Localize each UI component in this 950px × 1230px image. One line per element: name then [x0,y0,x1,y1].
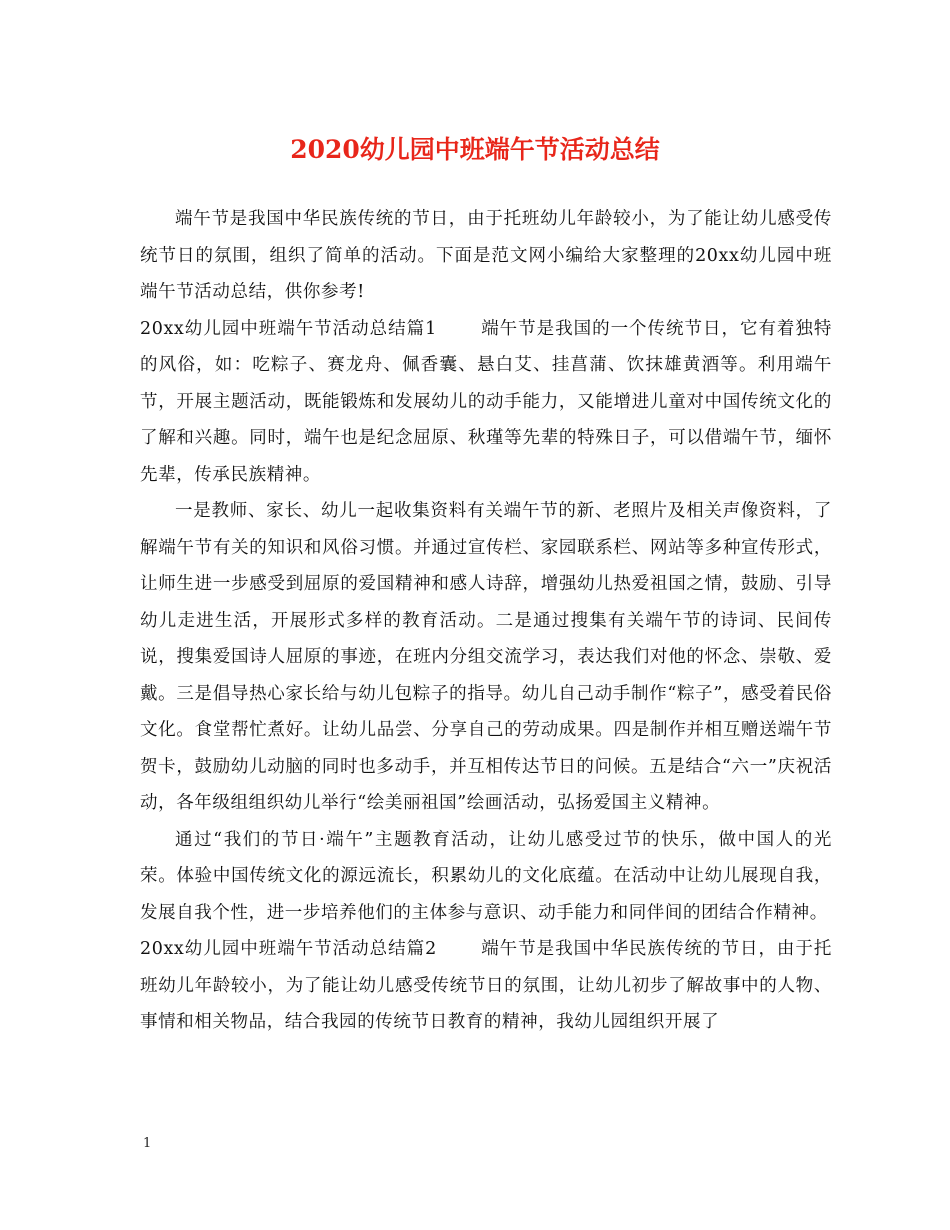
section-2-text: 端午节是我国中华民族传统的节日，由于托班幼儿年龄较小，为了能让幼儿感受传统节日的氛围，让幼儿初步了解故事中的人物、事情和相关物品，结合我园的传统节日教育的精神，我幼儿园组织开展了 [140,939,832,1032]
activities-text: 一是教师、家长、幼儿一起收集资料有关端午节的新、老照片及相关声像资料，了解端午节有关的知识和风俗习惯。并通过宣传栏、家园联系栏、网站等多种宣传形式，让师生进一步感受到屈原的爱国精神和感人诗辞，增强幼儿热爱祖国之情，鼓励、引导幼儿走进生活，开展形式多样的教育活动。二是通过搜集有关端午节的诗词、民间传说，搜集爱国诗人屈原的事迹，在班内分组交流学习，表达我们对他的怀念、崇敬、爱戴。三是倡导热心家长给与幼儿包粽子的指导。幼儿自己动手制作“粽子”，感受着民俗文化。食堂帮忙煮好。让幼儿品尝、分享自己的劳动成果。四是制作并相互赠送端午节贺卡，鼓励幼儿动脑的同时也多动手，并互相传达节日的问候。五是结合“六一”庆祝活动，各年级组组织幼儿举行“绘美丽祖国”绘画活动，弘扬爱国主义精神。 [140,501,832,813]
section-2-paragraph [140,931,832,1041]
conclusion-text: 通过“我们的节日·端午”主题教育活动，让幼儿感受过节的快乐，做中国人的光荣。体验中国传统文化的源远流长，积累幼儿的文化底蕴。在活动中让幼儿展现自我，发展自我个性，进一步培养他们的主体参与意识、动手能力和同伴间的团结合作精神。 [140,829,832,923]
intro-paragraph [140,201,832,311]
section-2-heading: 20xx幼儿园中班端午节活动总结篇2 [140,939,437,959]
section-1-text: 端午节是我国的一个传统节日，它有着独特的风俗，如：吃粽子、赛龙舟、佩香囊、悬白艾、挂菖蒲、饮抹雄黄酒等。利用端午节，开展主题活动，既能锻炼和发展幼儿的动手能力，又能增进儿童对中国传统文化的了解和兴趣。同时，端午也是纪念屈原、秋瑾等先辈的特殊日子，可以借端午节，缅怀先辈，传承民族精神。 [140,318,832,485]
conclusion-paragraph [140,822,832,932]
section-1-paragraph [140,311,832,494]
section-1-heading: 20xx幼儿园中班端午节活动总结篇1 [140,318,437,339]
page-number: 1 [143,1136,152,1151]
document-title: 2020幼儿园中班端午节活动总结 [290,135,660,164]
activities-paragraph [140,493,832,822]
document-body [140,201,832,1041]
intro-text: 端午节是我国中华民族传统的节日，由于托班幼儿年龄较小，为了能让幼儿感受传统节日的氛围，组织了简单的活动。下面是范文网小编给大家整理的20xx幼儿园中班端午节活动总结，供你参考! [140,209,832,302]
